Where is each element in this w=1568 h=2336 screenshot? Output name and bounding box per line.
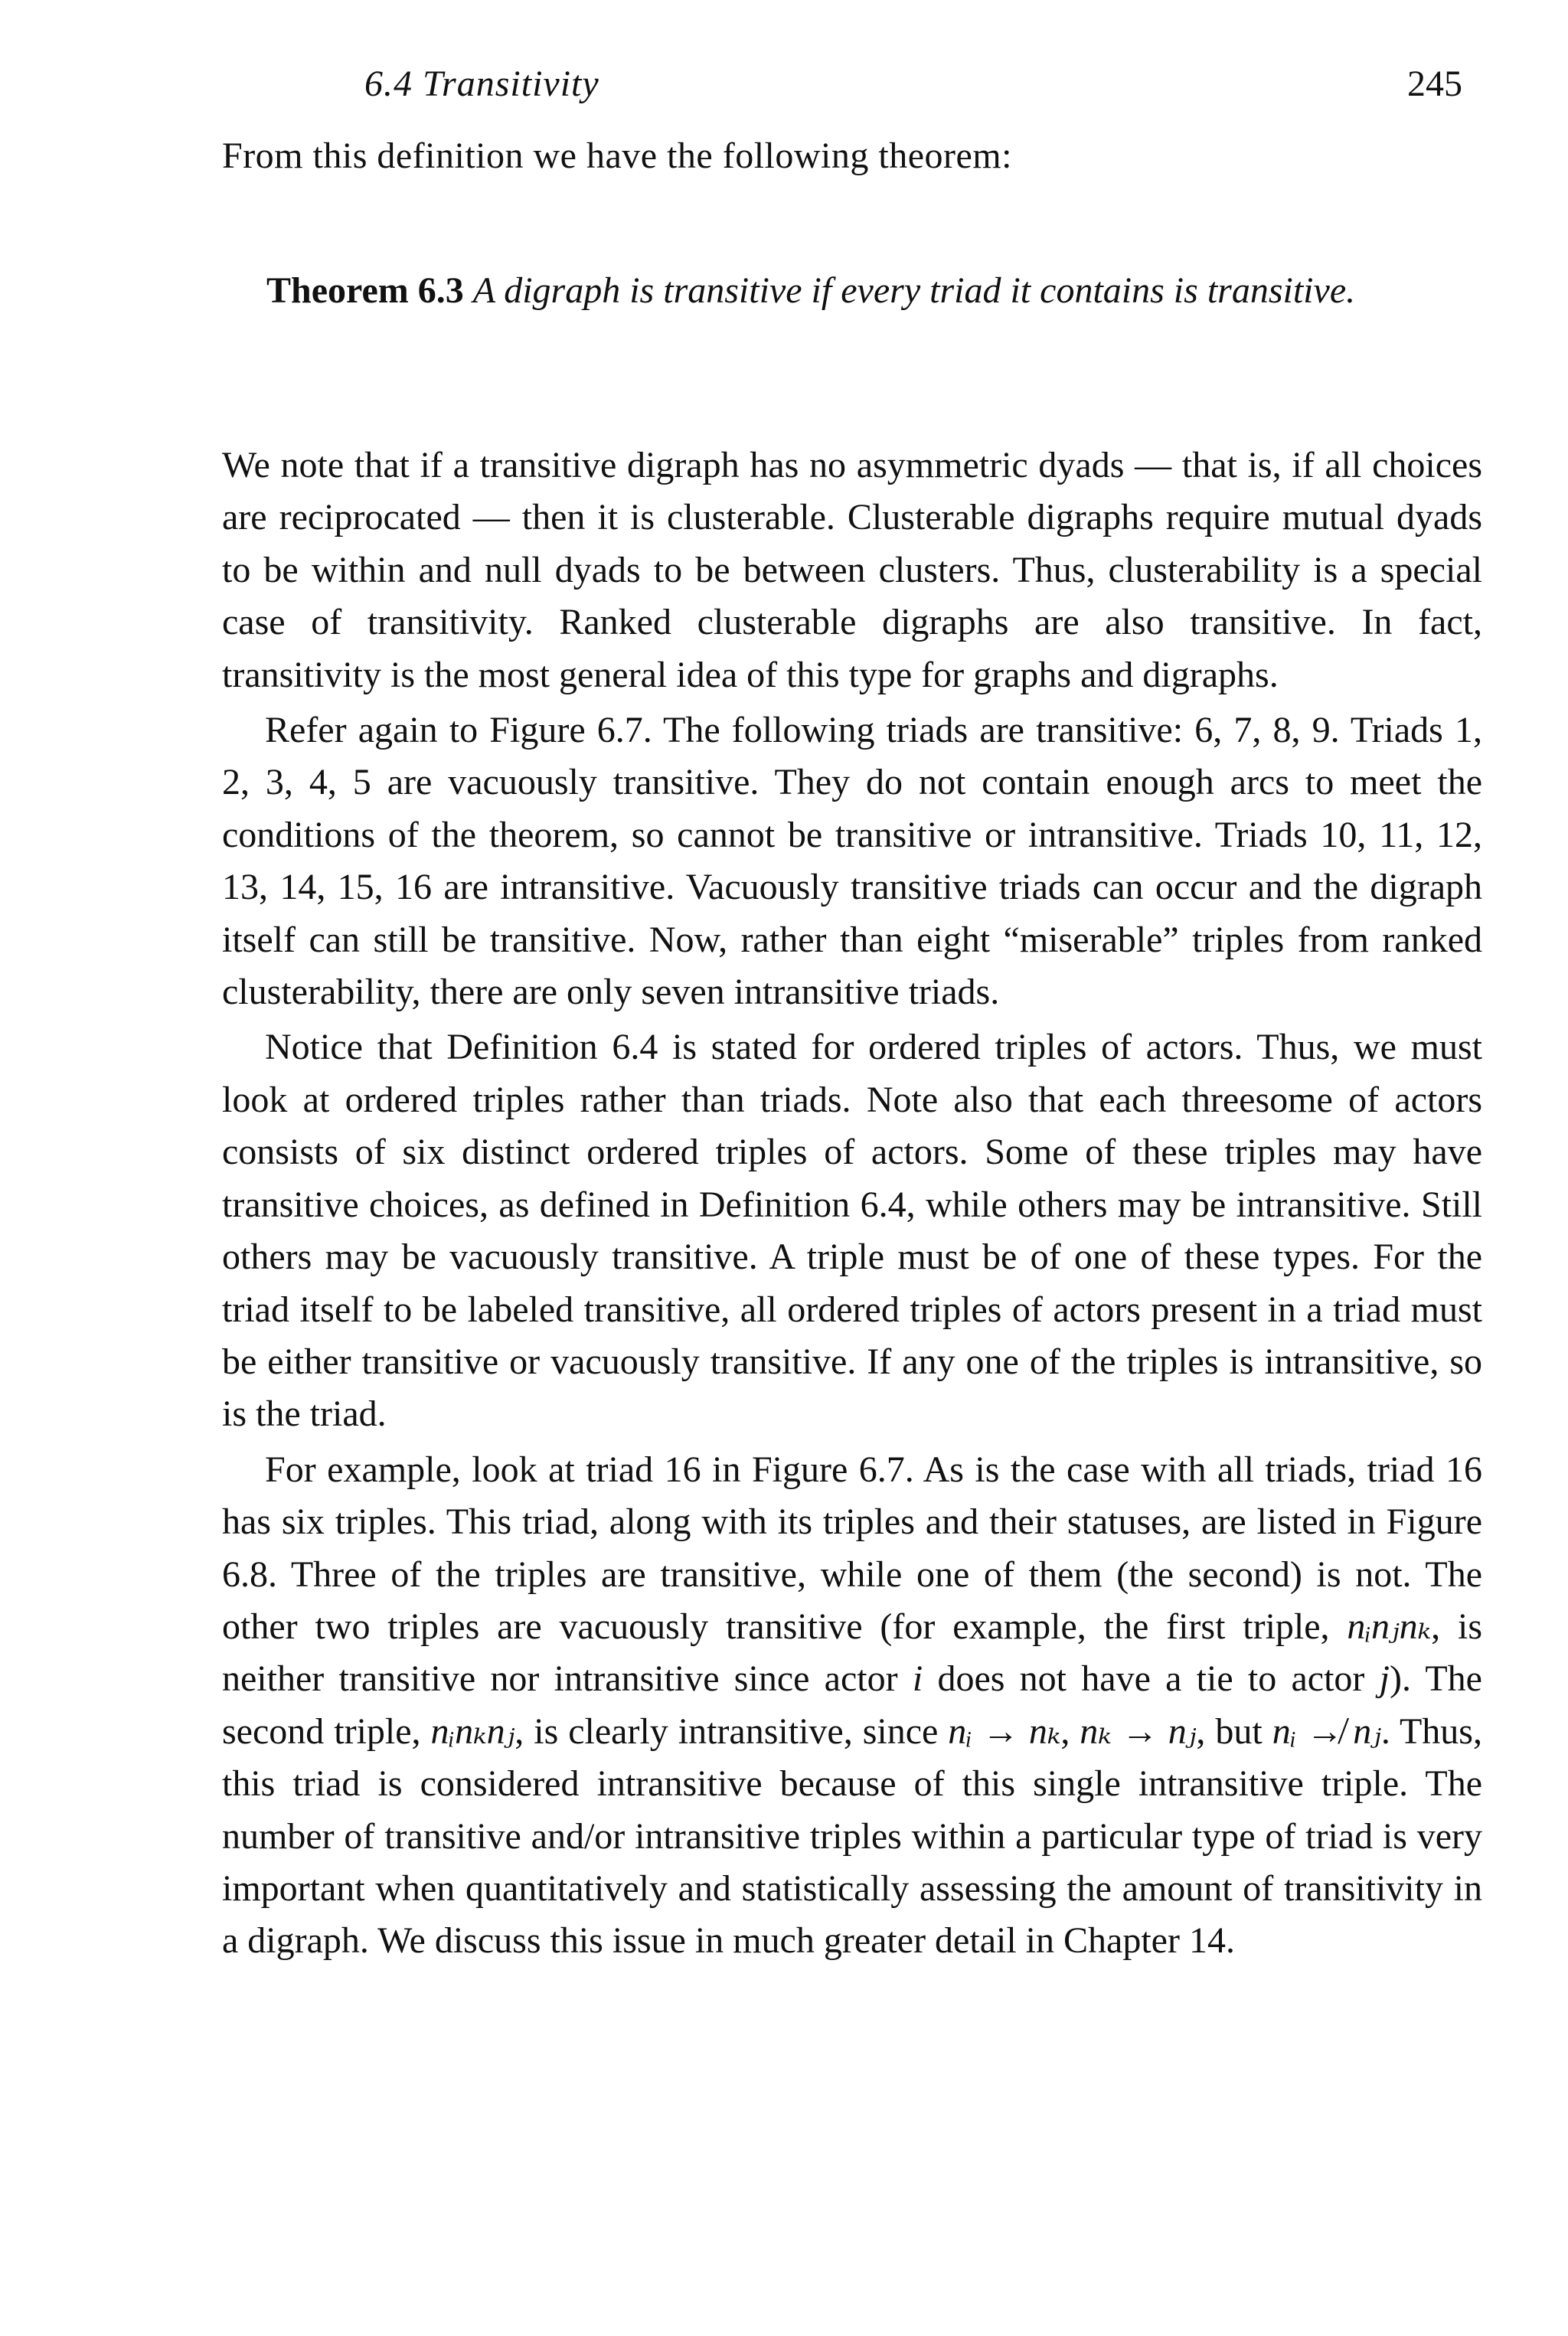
text-run: , is neither transitive nor intransitive since actor [222, 1606, 1483, 1700]
text-run: . Thus, this triad is considered intransitive because of this single intransitive triple. The number of transitive and/or intransitive triples within a particular type of triad is very important when quantitatively and statistically assessing the amount of transitivity in a digraph. We discuss this issue in much greater detail in Chapter 14. [222, 1710, 1482, 1962]
actor-j: j [1379, 1658, 1390, 1700]
text-run: , [1060, 1710, 1080, 1752]
text-run: ). The second triple, [222, 1658, 1482, 1752]
intro-sentence: From this definition we have the following theorem: [222, 136, 1012, 176]
paragraph-clusterability: We note that if a transitive digraph has no asymmetric dyads — that is, if all choices are reciprocated — then it is clusterable. Clusterable digraphs require mutual dyads to be within and null dyads to be between clusters. Thus, clusterability is a special case of transitivity. Ranked clusterable digraphs are also transitive. In fact, transitivity is the most general idea of this type for graphs and digraphs. [222, 445, 1482, 695]
paragraph-ordered-triples: Notice that Definition 6.4 is stated for ordered triples of actors. Thus, we must look at ordered triples rather than triads. Note also that each threesome of actors consists of six distinct ordered triples of actors. Some of these triples may have transitive choices, as defined in Definition 6.4, while others may be intransitive. Still others may be vacuously transitive. A triple must be of one of these types. For the triad itself to be labeled transitive, all ordered triples of actors present in a triad must be either transitive or vacuously transitive. If any one of the triples is intransitive, so is the triad. [222, 1027, 1482, 1435]
body-text [222, 439, 1482, 1971]
no-arc-i-to-j: nᵢ ↛ nⱼ [1272, 1710, 1381, 1752]
actor-i: i [912, 1658, 923, 1700]
text-run: , is clearly intransitive, since [514, 1710, 949, 1752]
theorem-statement: A digraph is transitive if every triad it contains is transitive. [472, 270, 1356, 311]
triple-ijk: nᵢnⱼnₖ [1347, 1606, 1432, 1647]
page-number: 245 [1407, 64, 1462, 104]
triple-ikj: nᵢnₖnⱼ [430, 1710, 515, 1752]
arc-i-to-k: nᵢ → nₖ [948, 1710, 1061, 1752]
text-run: , but [1196, 1710, 1272, 1752]
text-run: does not have a tie to actor [923, 1658, 1380, 1700]
paragraph-triad-16 [222, 1444, 1482, 1968]
running-head: 6.4 Transitivity [364, 64, 599, 104]
theorem-label: Theorem 6.3 [266, 270, 464, 311]
theorem-block [222, 265, 1482, 317]
text-run: For example, look at triad 16 in Figure 6.7. As is the case with all triads, triad 16 has six triples. This triad, along with its triples and their statuses, are listed in Figure 6.8. Three of the triples are transitive, while one of them (the second) is not. The other two triples are vacuously transitive (for example, the first triple, [222, 1449, 1482, 1647]
paragraph-figure-6-7: Refer again to Figure 6.7. The following triads are transitive: 6, 7, 8, 9. Triads 1, 2, 3, 4, 5 are vacuously transitive. They do not contain enough arcs to meet the conditions of the theorem, so cannot be transitive or intransitive. Triads 10, 11, 12, 13, 14, 15, 16 are intransitive. Vacuously transitive triads can occur and the digraph itself can still be transitive. Now, rather than eight “miserable” triples from ranked clusterability, there are only seven intransitive triads. [222, 710, 1482, 1013]
arc-k-to-j: nₖ → nⱼ [1080, 1710, 1197, 1752]
